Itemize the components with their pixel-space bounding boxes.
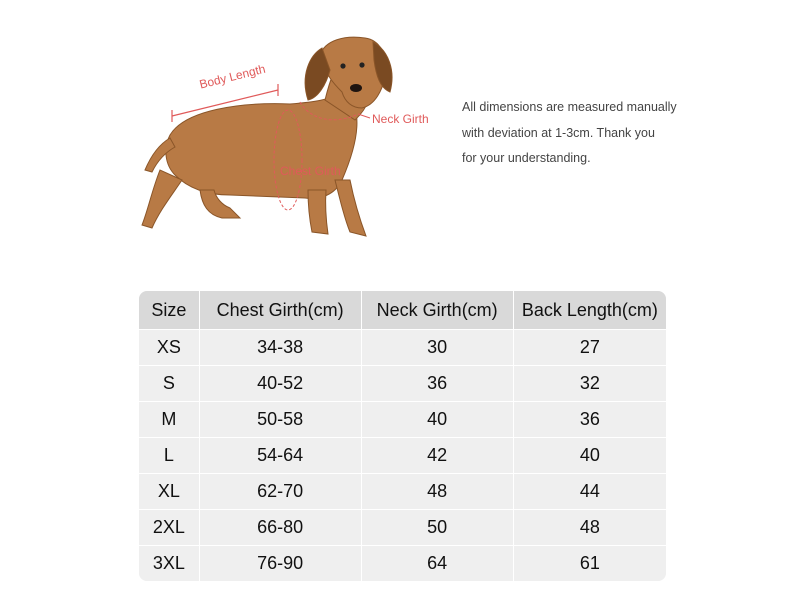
cell-neck: 48 [362, 473, 514, 509]
header-back-length: Back Length(cm) [514, 291, 666, 329]
note-line: for your understanding. [462, 151, 591, 165]
neck-girth-label: Neck Girth [372, 112, 429, 126]
cell-neck: 50 [362, 509, 514, 545]
table-row [139, 401, 666, 437]
cell-neck: 64 [362, 545, 514, 581]
note-line: All dimensions are measured manually [462, 100, 677, 114]
cell-chest: 54-64 [200, 437, 362, 473]
header-neck-girth: Neck Girth(cm) [362, 291, 514, 329]
header-size: Size [139, 291, 200, 329]
cell-chest: 34-38 [200, 329, 362, 365]
table-header-row [139, 291, 666, 329]
cell-size: M [139, 401, 200, 437]
dog-measurement-diagram [130, 30, 450, 250]
table-row [139, 473, 666, 509]
cell-size: XL [139, 473, 200, 509]
measurement-note [462, 95, 722, 172]
dog-nose [350, 84, 362, 92]
dachshund-illustration [130, 30, 450, 250]
cell-size: L [139, 437, 200, 473]
cell-back: 40 [514, 437, 666, 473]
header-chest-girth: Chest Girth(cm) [200, 291, 362, 329]
cell-neck: 36 [362, 365, 514, 401]
table-row [139, 437, 666, 473]
cell-back: 61 [514, 545, 666, 581]
cell-chest: 66-80 [200, 509, 362, 545]
cell-neck: 30 [362, 329, 514, 365]
dog-eye-right [359, 62, 364, 67]
cell-chest: 40-52 [200, 365, 362, 401]
cell-back: 36 [514, 401, 666, 437]
cell-neck: 42 [362, 437, 514, 473]
cell-chest: 76-90 [200, 545, 362, 581]
cell-chest: 62-70 [200, 473, 362, 509]
table-row [139, 509, 666, 545]
cell-size: XS [139, 329, 200, 365]
cell-size: 2XL [139, 509, 200, 545]
body-length-label: Body Length [198, 61, 267, 92]
cell-back: 32 [514, 365, 666, 401]
cell-back: 44 [514, 473, 666, 509]
size-chart-table [139, 291, 666, 581]
cell-back: 27 [514, 329, 666, 365]
table-row [139, 365, 666, 401]
note-line: with deviation at 1-3cm. Thank you [462, 125, 655, 140]
cell-chest: 50-58 [200, 401, 362, 437]
table-row [139, 545, 666, 581]
table-row [139, 329, 666, 365]
cell-neck: 40 [362, 401, 514, 437]
dog-eye-left [340, 63, 345, 68]
cell-size: S [139, 365, 200, 401]
chest-girth-label: Chest Girth [280, 164, 341, 178]
cell-back: 48 [514, 509, 666, 545]
cell-size: 3XL [139, 545, 200, 581]
